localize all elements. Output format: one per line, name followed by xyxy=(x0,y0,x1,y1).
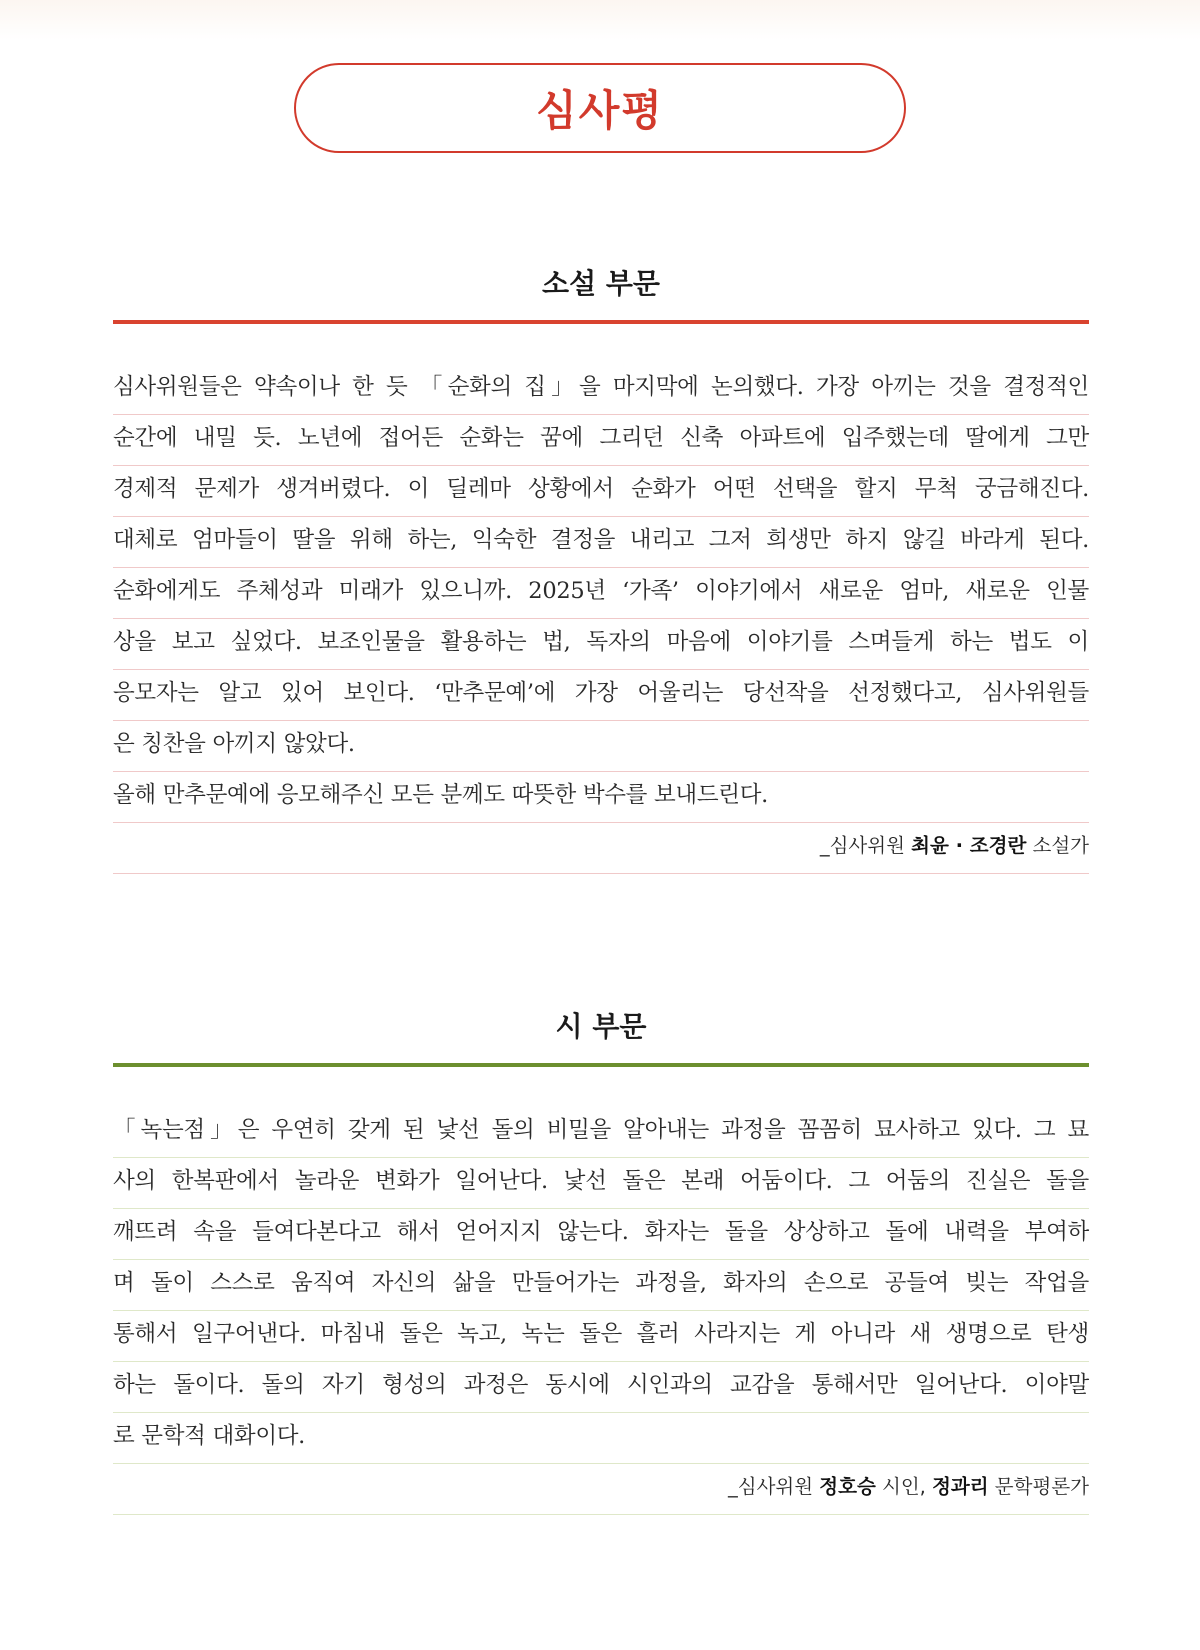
novel-review-text xyxy=(113,364,1089,874)
poetry-review-line: 며 돌이 스스로 움직여 자신의 삶을 만들어가는 과정을, 화자의 손으로 공들여 빚는 작업을 xyxy=(113,1260,1089,1311)
poetry-review-line: 하는 돌이다. 돌의 자기 형성의 과정은 동시에 시인과의 교감을 통해서만 일어난다. 이야말 xyxy=(113,1362,1089,1413)
novel-review-line: 응모자는 알고 있어 보인다. ‘만추문예’에 가장 어울리는 당선작을 선정했다고, 심사위원들 xyxy=(113,670,1089,721)
novel-heading-divider xyxy=(113,320,1089,324)
novel-review-line: 올해 만추문예에 응모해주신 모든 분께도 따뜻한 박수를 보내드린다. xyxy=(113,772,1089,823)
judge-role-2: 문학평론가 xyxy=(988,1475,1089,1498)
signature-prefix: _심사위원 xyxy=(819,834,912,857)
page-title-badge xyxy=(294,63,906,153)
poetry-review-line: 로 문학적 대화이다. xyxy=(113,1413,1089,1464)
judge-name-2: 정과리 xyxy=(932,1475,989,1498)
judge-role-1: 시인, xyxy=(875,1475,933,1498)
novel-review-line: 경제적 문제가 생겨버렸다. 이 딜레마 상황에서 순화가 어떤 선택을 할지 무척 궁금해진다. xyxy=(113,466,1089,517)
novel-judges-signature xyxy=(113,823,1089,874)
poetry-section xyxy=(113,1005,1089,1515)
novel-review-line: 순화에게도 주체성과 미래가 있으니까. 2025년 ‘가족’ 이야기에서 새로운 엄마, 새로운 인물 xyxy=(113,568,1089,619)
poetry-review-line: 깨뜨려 속을 들여다본다고 해서 얻어지지 않는다. 화자는 돌을 상상하고 돌에 내력을 부여하 xyxy=(113,1209,1089,1260)
poetry-review-line: 통해서 일구어낸다. 마침내 돌은 녹고, 녹는 돌은 흘러 사라지는 게 아니라 새 생명으로 탄생 xyxy=(113,1311,1089,1362)
novel-review-line: 상을 보고 싶었다. 보조인물을 활용하는 법, 독자의 마음에 이야기를 스며들게 하는 법도 이 xyxy=(113,619,1089,670)
judge-name-1: 정호승 xyxy=(819,1475,876,1498)
page-title: 심사평 xyxy=(536,86,664,135)
judge-role: 소설가 xyxy=(1026,834,1089,857)
poetry-review-text xyxy=(113,1107,1089,1515)
novel-review-line: 순간에 내밀 듯. 노년에 접어든 순화는 꿈에 그리던 신축 아파트에 입주했는데 딸에게 그만 xyxy=(113,415,1089,466)
judge-names: 최윤 · 조경란 xyxy=(911,834,1027,857)
poetry-review-line: 사의 한복판에서 놀라운 변화가 일어난다. 낯선 돌은 본래 어둠이다. 그 어둠의 진실은 돌을 xyxy=(113,1158,1089,1209)
novel-section xyxy=(113,262,1089,874)
novel-review-line: 은 칭찬을 아끼지 않았다. xyxy=(113,721,1089,772)
poetry-judges-signature xyxy=(113,1464,1089,1515)
novel-review-line: 심사위원들은 약속이나 한 듯 「순화의 집」을 마지막에 논의했다. 가장 아끼는 것을 결정적인 xyxy=(113,364,1089,415)
novel-review-line: 대체로 엄마들이 딸을 위해 하는, 익숙한 결정을 내리고 그저 희생만 하지 않길 바라게 된다. xyxy=(113,517,1089,568)
poetry-section-heading: 시 부문 xyxy=(555,1010,647,1043)
novel-section-heading: 소설 부문 xyxy=(542,267,660,300)
signature-prefix: _심사위원 xyxy=(728,1475,820,1498)
poetry-heading-divider xyxy=(113,1063,1089,1067)
poetry-review-line: 「녹는점」은 우연히 갖게 된 낯선 돌의 비밀을 알아내는 과정을 꼼꼼히 묘사하고 있다. 그 묘 xyxy=(113,1107,1089,1158)
